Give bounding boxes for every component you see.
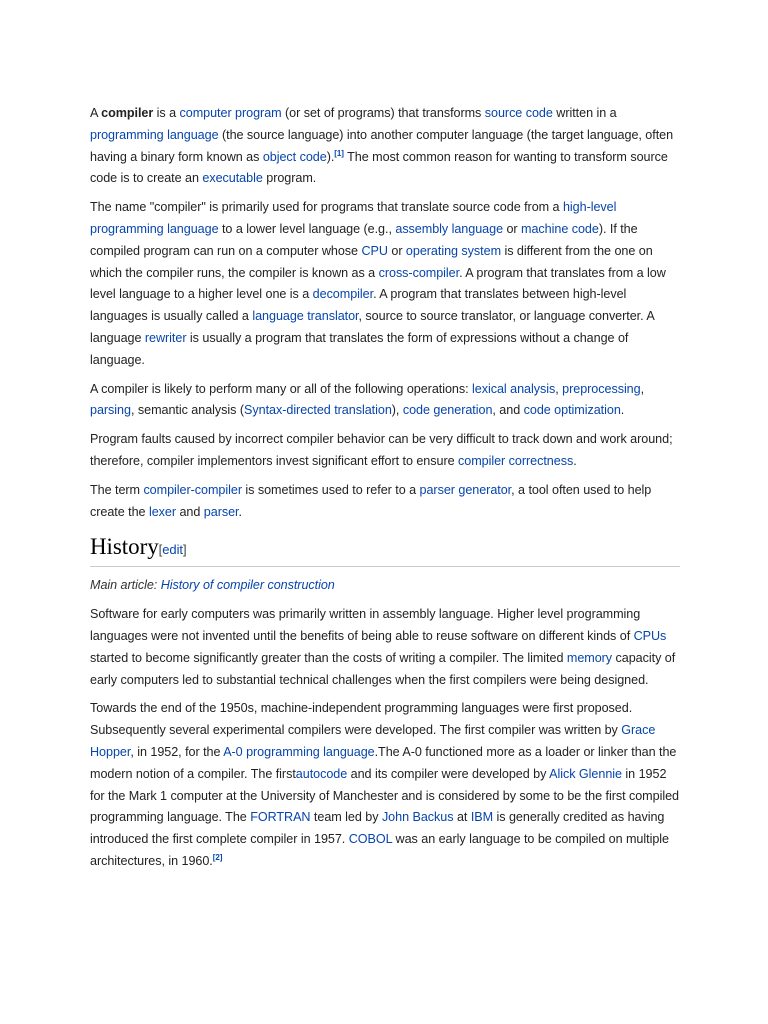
- link-rewriter[interactable]: rewriter: [144, 330, 187, 345]
- intro-paragraph-5: [90, 480, 680, 524]
- text: in 1952 for the Mark 1 computer at the University of Manchester and is considered by some to be the first compiled programming language. The: [90, 766, 679, 825]
- text: started to become significantly greater than the costs of writing a compiler. The limited: [90, 650, 567, 665]
- main-article-label: Main article:: [90, 578, 161, 593]
- text: program.: [262, 171, 317, 186]
- text: and its compiler were developed by: [347, 766, 550, 781]
- section-title: History: [90, 534, 159, 560]
- history-paragraph-1: [90, 604, 680, 691]
- text: is sometimes used to refer to a: [241, 482, 420, 497]
- link-ibm[interactable]: IBM: [470, 810, 494, 825]
- citation-2[interactable]: [2]: [212, 852, 223, 862]
- link-programming-language[interactable]: programming language: [90, 127, 219, 142]
- intro-paragraph-3: [90, 379, 680, 423]
- text: .: [620, 403, 625, 418]
- edit-section: [159, 542, 187, 557]
- text: .: [238, 504, 242, 519]
- text: or: [503, 221, 522, 236]
- link-preprocessing[interactable]: preprocessing: [562, 381, 641, 396]
- link-lexer[interactable]: lexer: [148, 504, 177, 519]
- link-parser[interactable]: parser: [203, 504, 239, 519]
- text: ,: [640, 381, 645, 396]
- bracket: ]: [182, 542, 187, 558]
- text: . A program that translates from a low level language to a higher level one is a: [90, 265, 666, 302]
- article-content: [90, 103, 680, 880]
- link-memory[interactable]: memory: [566, 650, 613, 665]
- text: ).: [326, 149, 335, 164]
- link-john-backus[interactable]: John Backus: [381, 810, 454, 825]
- link-high-level-programming-language[interactable]: high-level programming language: [90, 200, 617, 236]
- section-heading-history: [90, 533, 680, 567]
- text: , a tool often used to help create the: [90, 482, 652, 519]
- text: or: [387, 243, 406, 258]
- link-grace-hopper[interactable]: Grace Hopper: [90, 723, 656, 759]
- text: ),: [391, 403, 403, 418]
- link-cpu[interactable]: CPU: [361, 243, 388, 258]
- text: .The A-0 functioned more as a loader or linker than the modern notion of a compiler. The first: [90, 744, 677, 781]
- intro-paragraph-1: [90, 103, 680, 190]
- text: The term: [90, 482, 144, 497]
- text: , source to source translator, or language converter. A language: [90, 309, 654, 345]
- text: A compiler is likely to perform many or all of the following operations:: [90, 381, 473, 396]
- text: (the source language) into another computer language (the target language, often having a binary form known as: [90, 127, 674, 164]
- link-lexical-analysis[interactable]: lexical analysis: [472, 381, 556, 396]
- text: at: [453, 810, 471, 825]
- text: written in a: [552, 106, 617, 120]
- text: to a lower level language (e.g.,: [218, 221, 396, 236]
- text: , in 1952, for the: [130, 744, 224, 759]
- text: , semantic analysis (: [130, 403, 245, 418]
- text: The name "compiler" is primarily used for programs that translate source code from a: [90, 200, 563, 215]
- link-cpus[interactable]: CPUs: [633, 628, 667, 643]
- intro-paragraph-2: [90, 197, 680, 371]
- text: A: [90, 106, 102, 120]
- link-compiler-correctness[interactable]: compiler correctness: [458, 453, 574, 468]
- link-history-of-compiler-construction[interactable]: History of compiler construction: [160, 578, 335, 593]
- link-code-optimization[interactable]: code optimization: [523, 403, 621, 418]
- text: (or set of programs) that transforms: [281, 106, 485, 120]
- bracket: [: [158, 542, 163, 558]
- text: was an early language to be compiled on multiple architectures, in 1960.: [90, 832, 669, 868]
- link-executable[interactable]: executable: [202, 171, 263, 186]
- edit-section-link[interactable]: edit: [162, 542, 183, 558]
- text: Towards the end of the 1950s, machine-independent programming languages were first proposed. Subsequently several experimental compilers were developed. The first compiler was written by: [90, 701, 633, 738]
- link-cobol[interactable]: COBOL: [348, 832, 393, 847]
- link-syntax-directed-translation[interactable]: Syntax-directed translation: [244, 403, 392, 418]
- term-compiler: compiler: [101, 106, 154, 120]
- text: is a: [153, 106, 180, 120]
- link-fortran[interactable]: FORTRAN: [250, 810, 311, 825]
- text: is generally credited as having introduced the first complete compiler in 1957.: [90, 810, 665, 847]
- text: The most common reason for wanting to transform source code is to create an: [90, 149, 668, 186]
- text: is different from the one on which the compiler runs, the compiler is known as a: [90, 243, 653, 280]
- link-computer-program[interactable]: computer program: [179, 106, 282, 120]
- link-decompiler[interactable]: decompiler: [312, 287, 374, 302]
- text: team led by: [310, 810, 382, 825]
- link-parser-generator[interactable]: parser generator: [419, 482, 512, 497]
- link-source-code[interactable]: source code: [484, 106, 553, 120]
- main-article-note: [90, 575, 680, 597]
- text: ). If the compiled program can run on a computer whose: [90, 221, 638, 258]
- text: . A program that translates between high-level languages is usually called a: [90, 287, 627, 324]
- link-cross-compiler[interactable]: cross-compiler: [378, 265, 460, 280]
- text: , and: [492, 403, 524, 418]
- text: ,: [555, 381, 563, 396]
- link-assembly-language[interactable]: assembly language: [395, 221, 504, 236]
- text: and: [176, 504, 204, 519]
- intro-paragraph-4: [90, 429, 680, 473]
- citation-1[interactable]: [1]: [334, 148, 344, 158]
- text: .: [573, 453, 577, 468]
- link-object-code[interactable]: object code: [262, 149, 327, 164]
- link-autocode[interactable]: autocode: [295, 766, 348, 781]
- link-parsing[interactable]: parsing: [90, 403, 131, 418]
- text: is usually a program that translates the form of expressions without a change of language.: [90, 330, 629, 367]
- text: Program faults caused by incorrect compiler behavior can be very difficult to track down and work around; therefore, compiler implementors invest significant effort to ensure: [90, 432, 673, 468]
- history-paragraph-2: [90, 698, 680, 872]
- text: Software for early computers was primarily written in assembly language. Higher level programming languages were not invented until the benefits of being able to reuse software on different kinds of: [90, 607, 641, 643]
- link-compiler-compiler[interactable]: compiler-compiler: [143, 482, 242, 497]
- link-language-translator[interactable]: language translator: [252, 309, 359, 324]
- link-alick-glennie[interactable]: Alick Glennie: [549, 766, 622, 781]
- text: capacity of early computers led to substantial technical challenges when the first compilers were being designed.: [90, 650, 676, 687]
- link-machine-code[interactable]: machine code: [521, 221, 599, 236]
- link-operating-system[interactable]: operating system: [405, 243, 502, 258]
- link-code-generation[interactable]: code generation: [402, 403, 493, 418]
- link-a0-programming-language[interactable]: A-0 programming language: [223, 744, 375, 759]
